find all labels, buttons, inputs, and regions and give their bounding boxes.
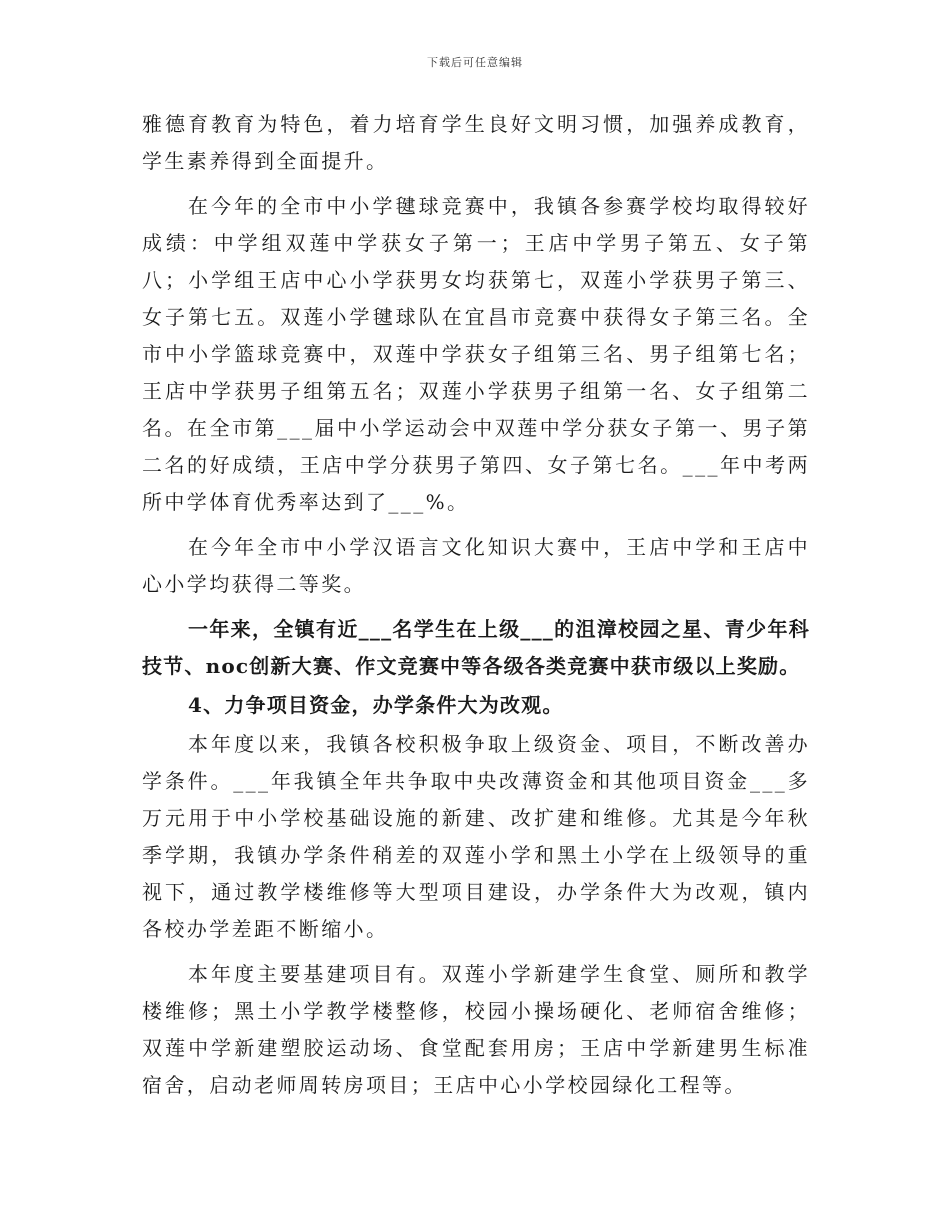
paragraph-awards-summary: 一年来，全镇有近___名学生在上级___的沮漳校园之星、青少年科技节、noc创新大赛、作文竞赛中等各级各类竞赛中获市级以上奖励。 [142,617,810,678]
paragraph-language-contest: 在今年全市中小学汉语言文化知识大赛中，王店中学和王店中心小学均获得二等奖。 [142,535,810,596]
paragraph-funding-details: 本年度以来，我镇各校积极争取上级资金、项目，不断改善办学条件。___年我镇全年共争取中央改薄资金和其他项目资金___多万元用于中小学校基础设施的新建、改扩建和维修。尤其是今年秋季学期，我镇办学条件稍差的双莲小学和黑土小学在上级领导的重视下，通过教学楼维修等大型项目建设，办学条件大为改观，镇内各校办学差距不断缩小。 [142,732,810,941]
paragraph-construction-projects: 本年度主要基建项目有。双莲小学新建学生食堂、厕所和教学楼维修；黑土小学教学楼整修，校园小操场硬化、老师宿舍维修；双莲中学新建塑胶运动场、食堂配套用房；王店中学新建男生标准宿舍，启动老师周转房项目；王店中心小学校园绿化工程等。 [142,962,810,1097]
page-header: 下载后可任意编辑 [427,56,523,69]
section-heading-funding: 4、力争项目资金，办学条件大为改观。 [188,693,564,717]
paragraph-intro-continuation: 雅德育教育为特色，着力培育学生良好文明习惯，加强养成教育，学生素养得到全面提升。 [142,112,810,173]
document-body [142,106,810,1104]
paragraph-shuttlecock-results: 在今年的全市中小学毽球竞赛中，我镇各参赛学校均取得较好成绩：中学组双莲中学获女子第一；王店中学男子第五、女子第八；小学组王店中心小学获男女均获第七，双莲小学获男子第三、女子第七五。双莲小学毽球队在宜昌市竞赛中获得女子第三名。全市中小学篮球竞赛中，双莲中学获女子组第三名、男子组第七名；王店中学获男子组第五名；双莲小学获男子组第一名、女子组第二名。在全市第___届中小学运动会中双莲中学分获女子第一、男子第二名的好成绩，王店中学分获男子第四、女子第七名。___年中考两所中学体育优秀率达到了___%。 [142,194,810,514]
